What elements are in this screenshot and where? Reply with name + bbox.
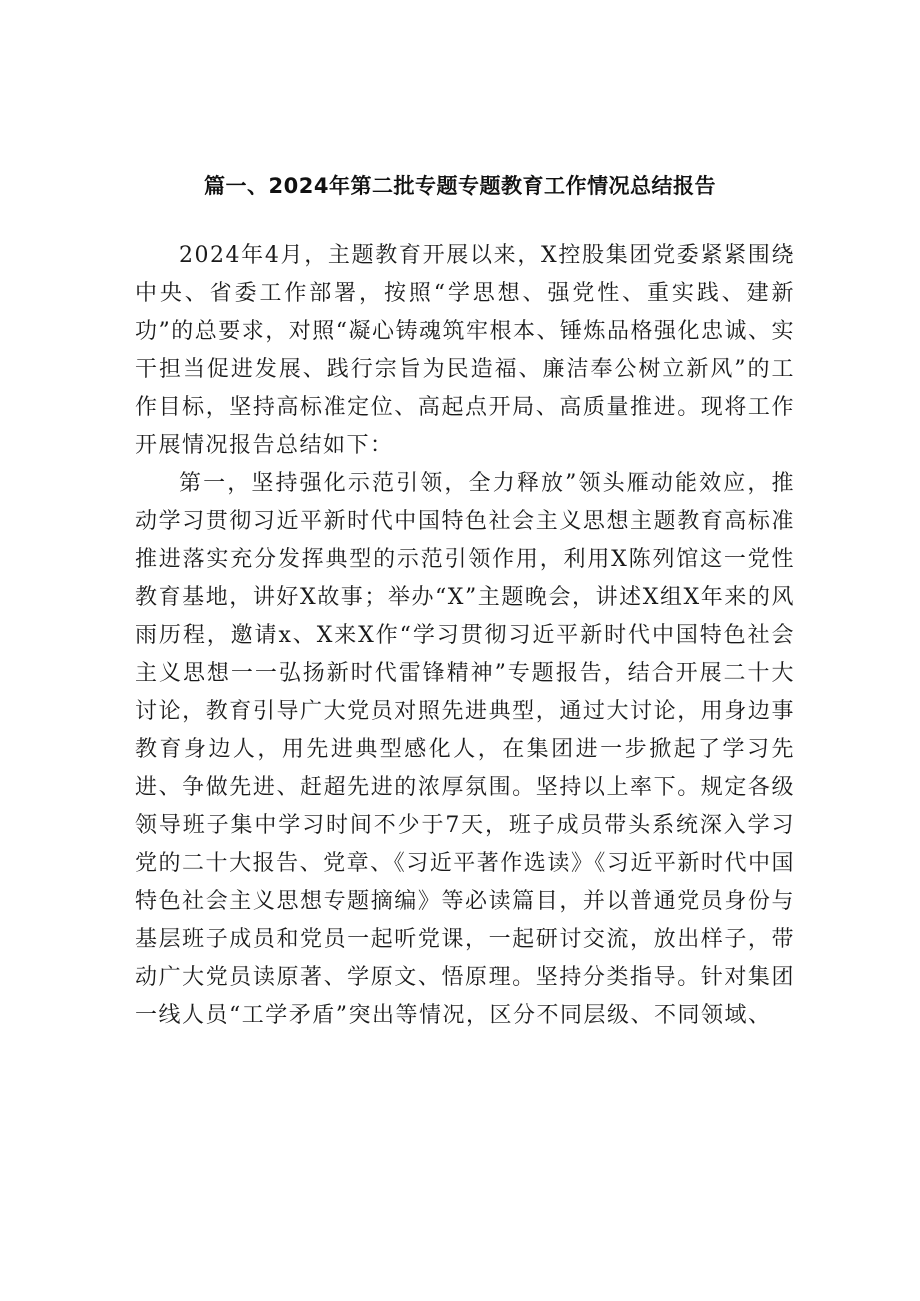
- document-body: [135, 237, 795, 1035]
- paragraph-first-point: 第一，坚持强化示范引领，全力释放”领头雁动能效应，推动学习贯彻习近平新时代中国特色社会主义思想主题教育高标准推进落实充分发挥典型的示范引领作用，利用X陈列馆这一党性教育基地，讲好X故事；举办“X”主题晚会，讲述X组X年来的风雨历程，邀请x、X来X作“学习贯彻习近平新时代中国特色社会主义思想一一弘扬新时代雷锋精神”专题报告，结合开展二十大讨论，教育引导广大党员对照先进典型，通过大讨论，用身边事教育身边人，用先进典型感化人，在集团进一步掀起了学习先进、争做先进、赶超先进的浓厚氛围。坚持以上率下。规定各级领导班子集中学习时间不少于7天，班子成员带头系统深入学习党的二十大报告、党章、《习近平著作选读》《习近平新时代中国特色社会主义思想专题摘编》等必读篇目，并以普通党员身份与基层班子成员和党员一起听党课，一起研讨交流，放出样子，带动广大党员读原著、学原文、悟原理。坚持分类指导。针对集团一线人员“工学矛盾”突出等情况，区分不同层级、不同领域、: [135, 471, 795, 1028]
- paragraph-intro: 2024年4月，主题教育开展以来，X控股集团党委紧紧围绕中央、省委工作部署，按照“学思想、强党性、重实践、建新功”的总要求，对照“凝心铸魂筑牢根本、锤炼品格强化忠诚、实干担当促进发展、践行宗旨为民造福、廉洁奉公树立新风”的工作目标，坚持高标准定位、高起点开局、高质量推进。现将工作开展情况报告总结如下：: [135, 243, 795, 458]
- document-title: 篇一、2024年第二批专题专题教育工作情况总结报告: [204, 174, 716, 198]
